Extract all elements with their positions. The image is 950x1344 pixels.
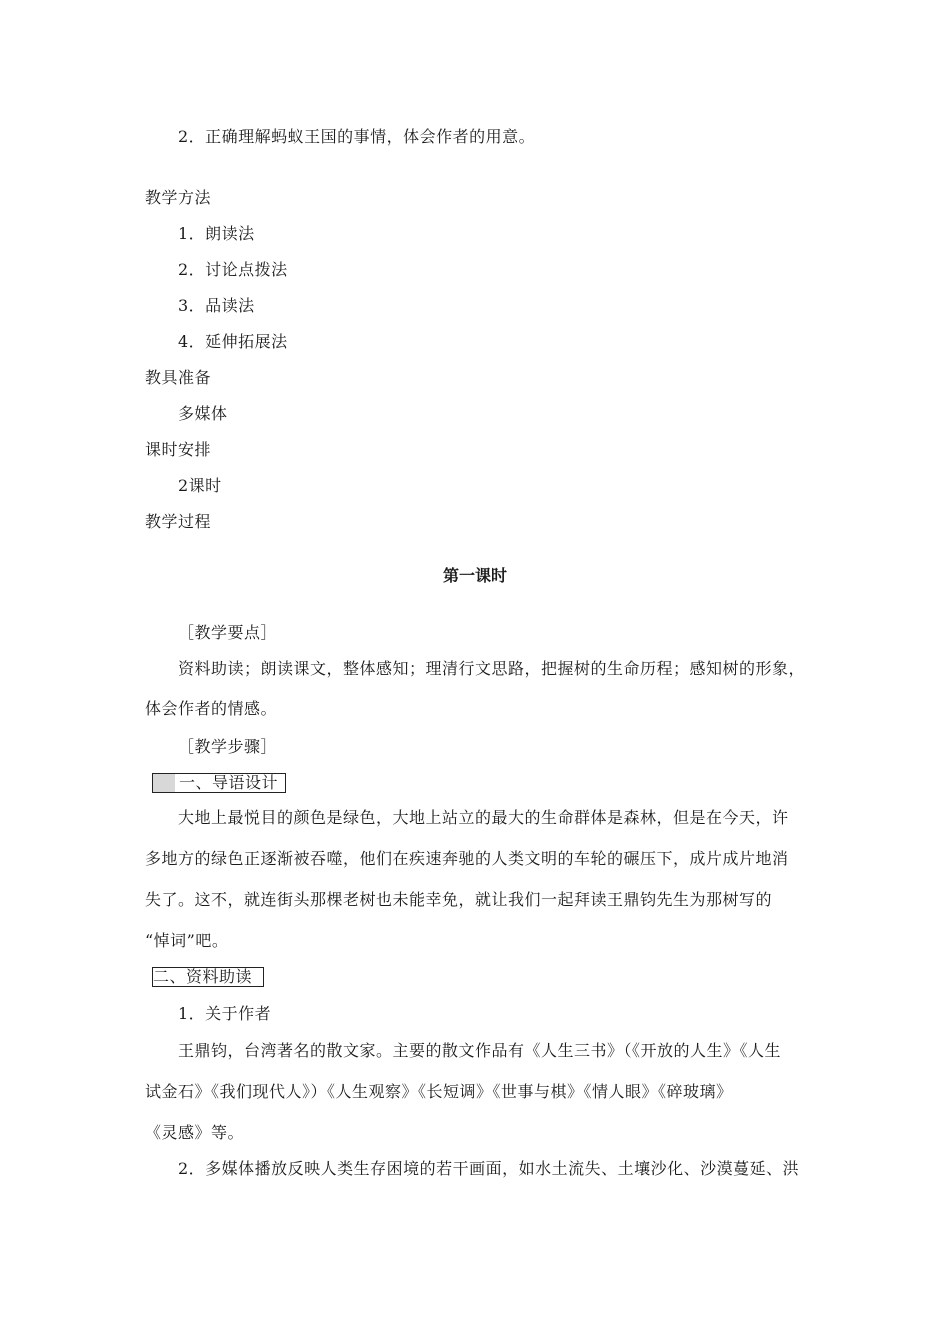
- method-item-3: 3．品读法: [178, 296, 255, 315]
- author-line-2: 试金石》《我们现代人》）《人生观察》《长短调》《世事与棋》《情人眼》《碎玻璃》: [145, 1082, 733, 1101]
- process-heading: 教学过程: [145, 512, 212, 531]
- method-item-1: 1．朗读法: [178, 224, 255, 243]
- section-1-para-line-2: 多地方的绿色正逐渐被吞噬，他们在疾速奔驰的人类文明的车轮的碾压下，成片成片地消: [145, 849, 789, 868]
- key-points-text-line-1: 资料助读；朗读课文，整体感知；理清行文思路，把握树的生命历程；感知树的形象，: [178, 659, 806, 678]
- section-2-title: 二、资料助读: [153, 967, 253, 986]
- methods-heading: 教学方法: [145, 188, 212, 207]
- author-line-3: 《灵感》等。: [145, 1123, 245, 1142]
- section-1-para-line-1: 大地上最悦目的颜色是绿色，大地上站立的最大的生命群体是森林，但是在今天，许: [178, 808, 789, 827]
- section-1-title: 一、导语设计: [179, 773, 279, 792]
- section-2-sub-2-line-1: 2．多媒体播放反映人类生存困境的若干画面，如水土流失、土壤沙化、沙漠蔓延、洪: [178, 1159, 800, 1178]
- section-1-title-box: [152, 773, 286, 793]
- tools-heading: 教具准备: [145, 368, 212, 387]
- tools-value: 多媒体: [178, 404, 228, 423]
- method-item-2: 2．讨论点拨法: [178, 260, 288, 279]
- objective-item-2: 2．正确理解蚂蚁王国的事情，体会作者的用意。: [178, 127, 536, 146]
- steps-label: ［教学步骤］: [178, 737, 278, 756]
- section-2-sub-1: 1．关于作者: [178, 1004, 272, 1023]
- section-1-para-line-3: 失了。这不，就连街头那棵老树也未能幸免，就让我们一起拜读王鼎钧先生为那树写的: [145, 890, 773, 909]
- key-points-text-line-2: 体会作者的情感。: [145, 699, 278, 718]
- schedule-value: 2课时: [178, 476, 222, 495]
- box-shading: [153, 774, 175, 792]
- section-2-title-box: [152, 967, 264, 987]
- author-line-1: 王鼎钧，台湾著名的散文家。主要的散文作品有《人生三书》（《开放的人生》《人生: [178, 1041, 782, 1060]
- section-1-para-line-4: “悼词”吧。: [145, 931, 229, 950]
- key-points-label: ［教学要点］: [178, 623, 278, 642]
- method-item-4: 4．延伸拓展法: [178, 332, 288, 351]
- schedule-heading: 课时安排: [145, 440, 212, 459]
- lesson-title: 第一课时: [442, 566, 507, 585]
